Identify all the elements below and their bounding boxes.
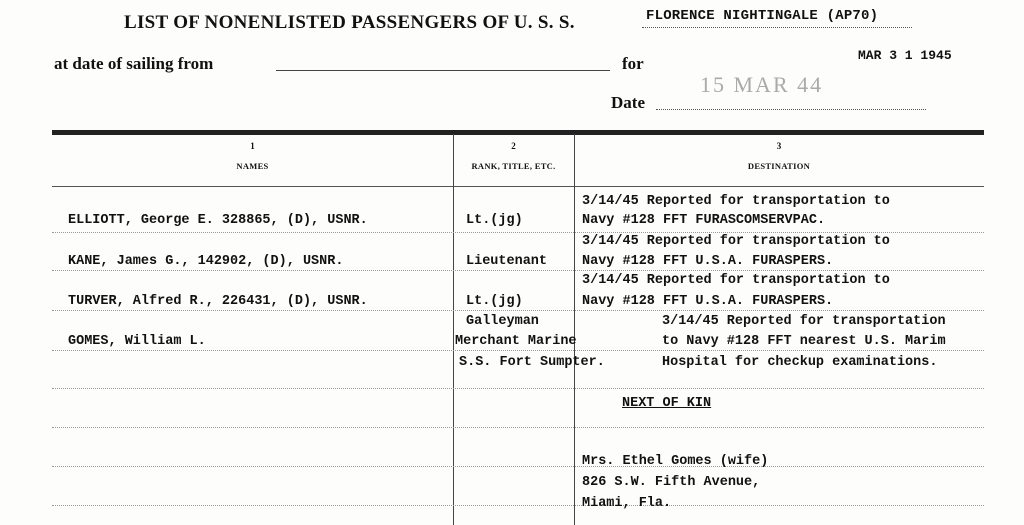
row-rule [52,466,984,467]
column-number-names: 1 [250,141,255,151]
row-rule [52,270,984,271]
next-of-kin-line: Miami, Fla. [582,496,672,511]
column-number-destination: 3 [776,141,782,151]
date-label: Date [611,93,645,112]
passenger-name: KANE, James G., 142902, (D), USNR. [68,254,344,269]
document-title: LIST OF NONENLISTED PASSENGERS OF U. S. S. [124,12,575,33]
ship-name-line [642,27,912,28]
row-rule [52,388,984,389]
faded-date-stamp: 15 MAR 44 [700,72,824,97]
for-label: for [622,54,644,73]
passenger-rank: Lieutenant [466,254,548,269]
passenger-rank: Galleyman [466,314,539,329]
next-of-kin-line: 826 S.W. Fifth Avenue, [582,475,761,490]
row-rule [52,427,984,428]
sailing-blank-line [276,70,610,71]
stamped-date: MAR 3 1 1945 [858,48,952,63]
passenger-destination-line: to Navy #128 FFT nearest U.S. Marim [662,334,946,349]
passenger-rank: Lt.(jg) [466,294,523,309]
table-header-rule [52,186,984,187]
passenger-destination-line: 3/14/45 Reported for transportation to [582,273,890,288]
row-rule [52,350,984,351]
column-header-rank: RANK, TITLE, ETC. [471,161,556,171]
passenger-name: ELLIOTT, George E. 328865, (D), USNR. [68,213,368,228]
sailing-label: at date of sailing from [54,54,214,73]
passenger-destination-line: 3/14/45 Reported for transportation to [582,194,890,209]
next-of-kin-line: Mrs. Ethel Gomes (wife) [582,454,769,469]
passenger-destination-line: Navy #128 FFT U.S.A. FURASPERS. [582,294,834,309]
passenger-rank: Merchant Marine [455,334,577,349]
column-header-destination: DESTINATION [747,161,811,171]
table-top-rule [52,130,984,135]
passenger-name: GOMES, William L. [68,334,206,349]
next-of-kin-heading: NEXT OF KIN [622,396,712,411]
column-number-rank: 2 [511,141,516,151]
passenger-destination-line: Navy #128 FFT FURASCOMSERVPAC. [582,213,826,228]
passenger-rank: Lt.(jg) [466,213,523,228]
column-header-names: NAMES [236,161,269,171]
passenger-destination-line: Hospital for checkup examinations. [662,355,938,370]
ship-name: FLORENCE NIGHTINGALE (AP70) [646,8,879,24]
passenger-rank: S.S. Fort Sumpter. [459,355,605,370]
passenger-destination-line: Navy #128 FFT U.S.A. FURASPERS. [582,254,834,269]
passenger-destination-line: 3/14/45 Reported for transportation to [582,234,890,249]
row-rule [52,310,984,311]
date-blank-line [656,109,926,110]
passenger-destination-line: 3/14/45 Reported for transportation [662,314,946,329]
passenger-name: TURVER, Alfred R., 226431, (D), USNR. [68,294,368,309]
row-rule [52,505,984,506]
row-rule [52,232,984,233]
